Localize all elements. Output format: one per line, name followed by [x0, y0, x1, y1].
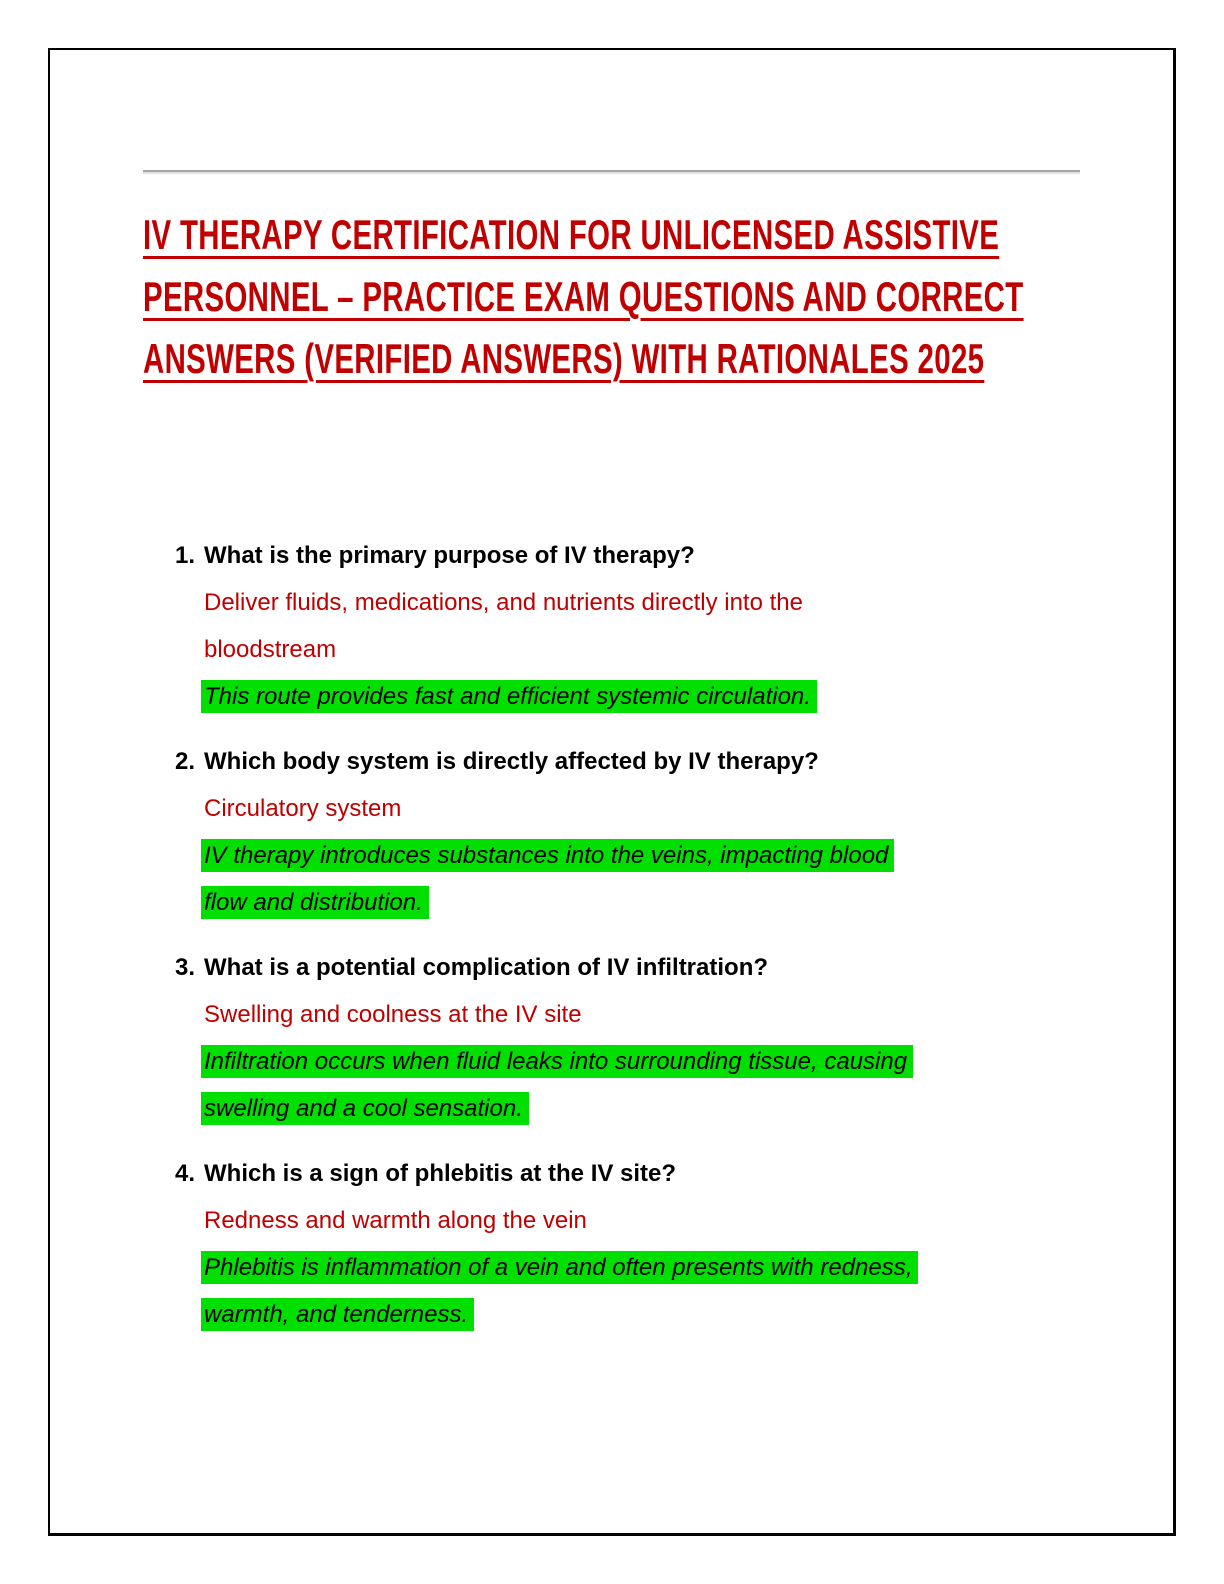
- rationale-line: [204, 1291, 1080, 1338]
- answer-lines: [204, 991, 1080, 1038]
- rationale-line: [204, 879, 1080, 926]
- rationale-highlight: IV therapy introduces substances into the veins, impacting blood: [201, 839, 894, 872]
- question-number: 4.: [175, 1160, 196, 1187]
- rationale-highlight: flow and distribution.: [201, 886, 429, 919]
- rationale-highlight: This route provides fast and efficient systemic circulation.: [201, 680, 817, 713]
- title-line-1: IV THERAPY CERTIFICATION FOR UNLICENSED ASSISTIVE: [143, 211, 1000, 258]
- answer-lines: [204, 785, 1080, 832]
- rationale-highlight: swelling and a cool sensation.: [201, 1092, 529, 1125]
- rationale-lines: [204, 832, 1080, 926]
- rationale-lines: [204, 673, 1080, 720]
- page-border-frame: [48, 48, 1176, 1536]
- question-text: Which is a sign of phlebitis at the IV site?: [204, 1160, 677, 1187]
- question-text: What is a potential complication of IV infiltration?: [204, 954, 769, 981]
- answer-line: Swelling and coolness at the IV site: [204, 1001, 582, 1028]
- question-item: [143, 944, 1080, 1132]
- rationale-line: [204, 1244, 1080, 1291]
- answer-line: Deliver fluids, medications, and nutrients directly into the: [204, 589, 803, 616]
- answer-lines: [204, 579, 1080, 673]
- question-number: 3.: [175, 954, 196, 981]
- answer-line: bloodstream: [204, 636, 337, 663]
- question-text: Which body system is directly affected by IV therapy?: [204, 748, 819, 775]
- rationale-highlight: warmth, and tenderness.: [201, 1298, 474, 1331]
- rationale-line: [204, 832, 1080, 879]
- rationale-highlight: Phlebitis is inflammation of a vein and often presents with redness,: [201, 1251, 918, 1284]
- question-list: [143, 532, 1080, 1338]
- question-text: What is the primary purpose of IV therapy?: [204, 542, 695, 569]
- title-line-2: PERSONNEL – PRACTICE EXAM QUESTIONS AND CORRECT: [143, 273, 1024, 320]
- document-title: [143, 204, 1080, 390]
- rationale-lines: [204, 1244, 1080, 1338]
- question-item: [143, 1150, 1080, 1338]
- horizontal-rule: [143, 170, 1080, 174]
- rationale-line: [204, 1085, 1080, 1132]
- rationale-highlight: Infiltration occurs when fluid leaks into surrounding tissue, causing: [201, 1045, 913, 1078]
- question-number: 2.: [175, 748, 196, 775]
- answer-line: Circulatory system: [204, 795, 402, 822]
- title-line-3: ANSWERS (VERIFIED ANSWERS) WITH RATIONALES 2025: [143, 335, 985, 382]
- answer-lines: [204, 1197, 1080, 1244]
- question-number: 1.: [175, 542, 196, 569]
- rationale-line: [204, 673, 1080, 720]
- question-item: [143, 532, 1080, 720]
- question-item: [143, 738, 1080, 926]
- rationale-lines: [204, 1038, 1080, 1132]
- answer-line: Redness and warmth along the vein: [204, 1207, 587, 1234]
- rationale-line: [204, 1038, 1080, 1085]
